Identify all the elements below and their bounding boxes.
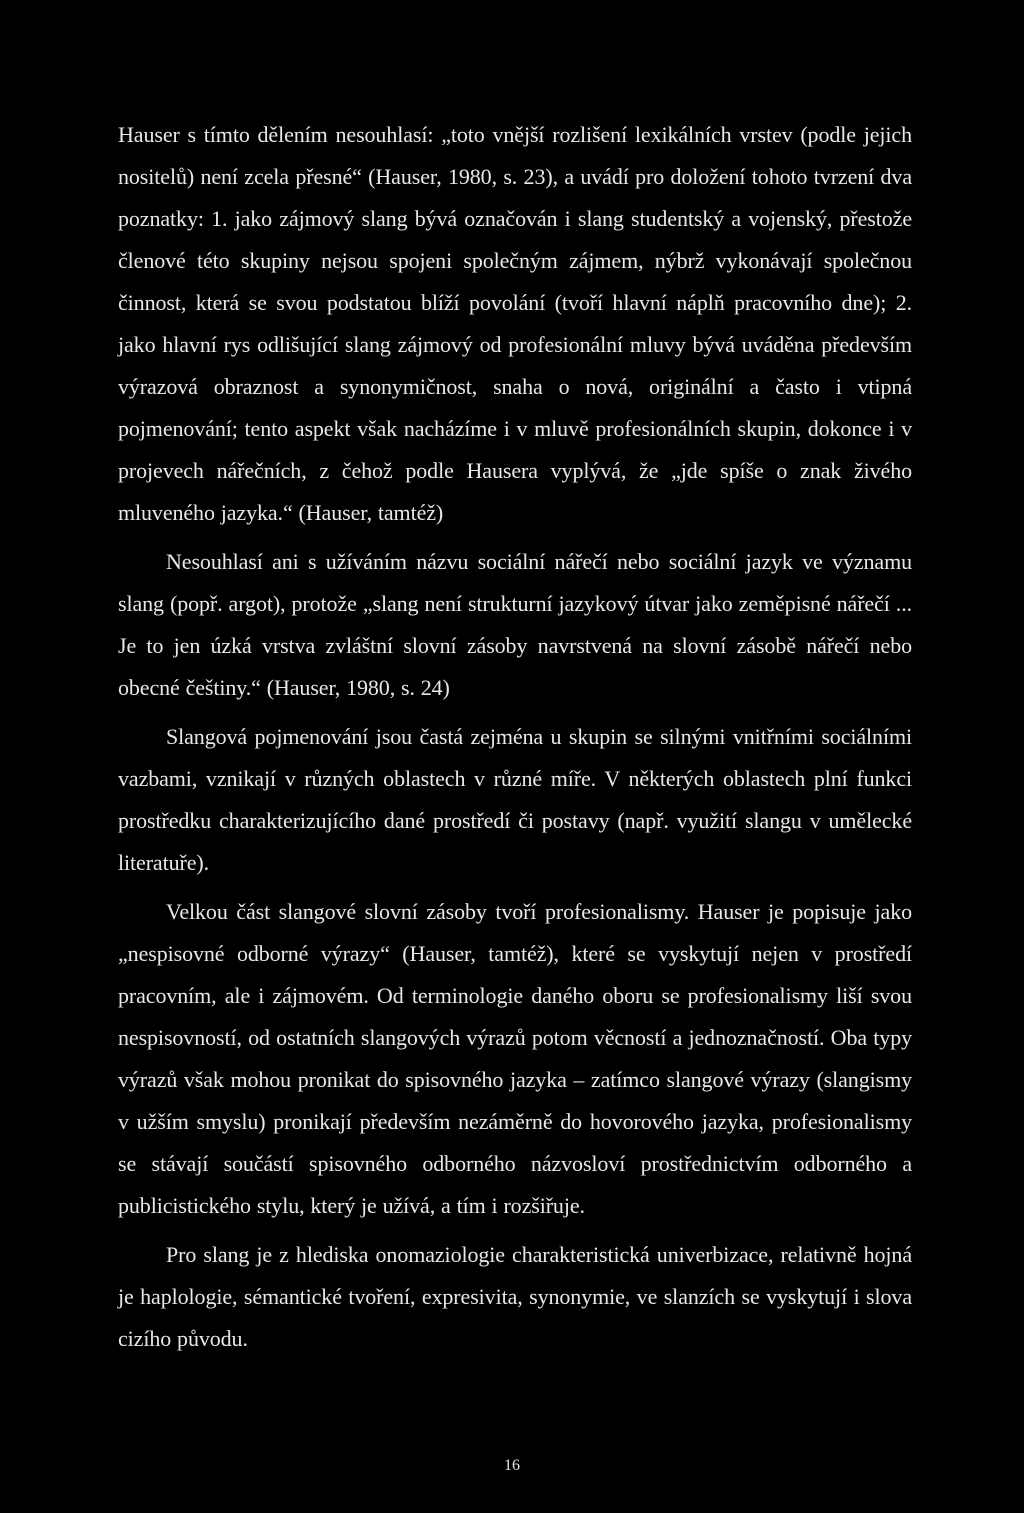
document-body xyxy=(118,114,912,1367)
paragraph-social-dialect: Nesouhlasí ani s užíváním názvu sociální nářečí nebo sociální jazyk ve významu slang (popř. argot), protože „slang není strukturní jazykový útvar jako zeměpisné nářečí ... Je to jen úzká vrstva zvláštní slovní zásoby navrstvená na slovní zásobě nářečí nebo obecné češtiny.“ (Hauser, 1980, s. 24) xyxy=(118,549,912,700)
page-number: 16 xyxy=(504,1457,520,1474)
paragraph-hauser-disagreement: Hauser s tímto dělením nesouhlasí: „toto vnější rozlišení lexikálních vrstev (podle jejich nositelů) není zcela přesné“ (Hauser, 1980, s. 23), a uvádí pro doložení tohoto tvrzení dva poznatky: 1. jako zájmový slang bývá označován i slang studentský a vojenský, přestože členové této skupiny nejsou spojeni společným zájmem, nýbrž vykonávají společnou činnost, která se svou podstatou blíží povolání (tvoří hlavní náplň pracovního dne); 2. jako hlavní rys odlišující slang zájmový od profesionální mluvy bývá uváděna především výrazová obraznost a synonymičnost, snaha o nová, originální a často i vtipná pojmenování; tento aspekt však nacházíme i v mluvě profesionálních skupin, dokonce i v projevech nářečních, z čehož podle Hausera vyplývá, že „jde spíše o znak živého mluveného jazyka.“ (Hauser, tamtéž) xyxy=(118,122,912,525)
paragraph-slang-groups: Slangová pojmenování jsou častá zejména u skupin se silnými vnitřními sociálními vazbami, vznikají v různých oblastech v různé míře. V některých oblastech plní funkci prostředku charakterizujícího dané prostředí či postavy (např. využití slangu v umělecké literatuře). xyxy=(118,724,912,875)
paragraph-onomasiology: Pro slang je z hlediska onomaziologie charakteristická univerbizace, relativně hojná je haplologie, sémantické tvoření, expresivita, synonymie, ve slanzích se vyskytují i slova cizího původu. xyxy=(118,1242,912,1351)
paragraph-professionalisms: Velkou část slangové slovní zásoby tvoří profesionalismy. Hauser je popisuje jako „nespisovné odborné výrazy“ (Hauser, tamtéž), které se vyskytují nejen v prostředí pracovním, ale i zájmovém. Od terminologie daného oboru se profesionalismy liší svou nespisovností, od ostatních slangových výrazů potom věcností a jednoznačností. Oba typy výrazů však mohou pronikat do spisovného jazyka – zatímco slangové výrazy (slangismy v užším smyslu) pronikají především nezáměrně do hovorového jazyka, profesionalismy se stávají součástí spisovného odborného názvosloví prostřednictvím odborného a publicistického stylu, který je užívá, a tím i rozšiřuje. xyxy=(118,899,912,1218)
